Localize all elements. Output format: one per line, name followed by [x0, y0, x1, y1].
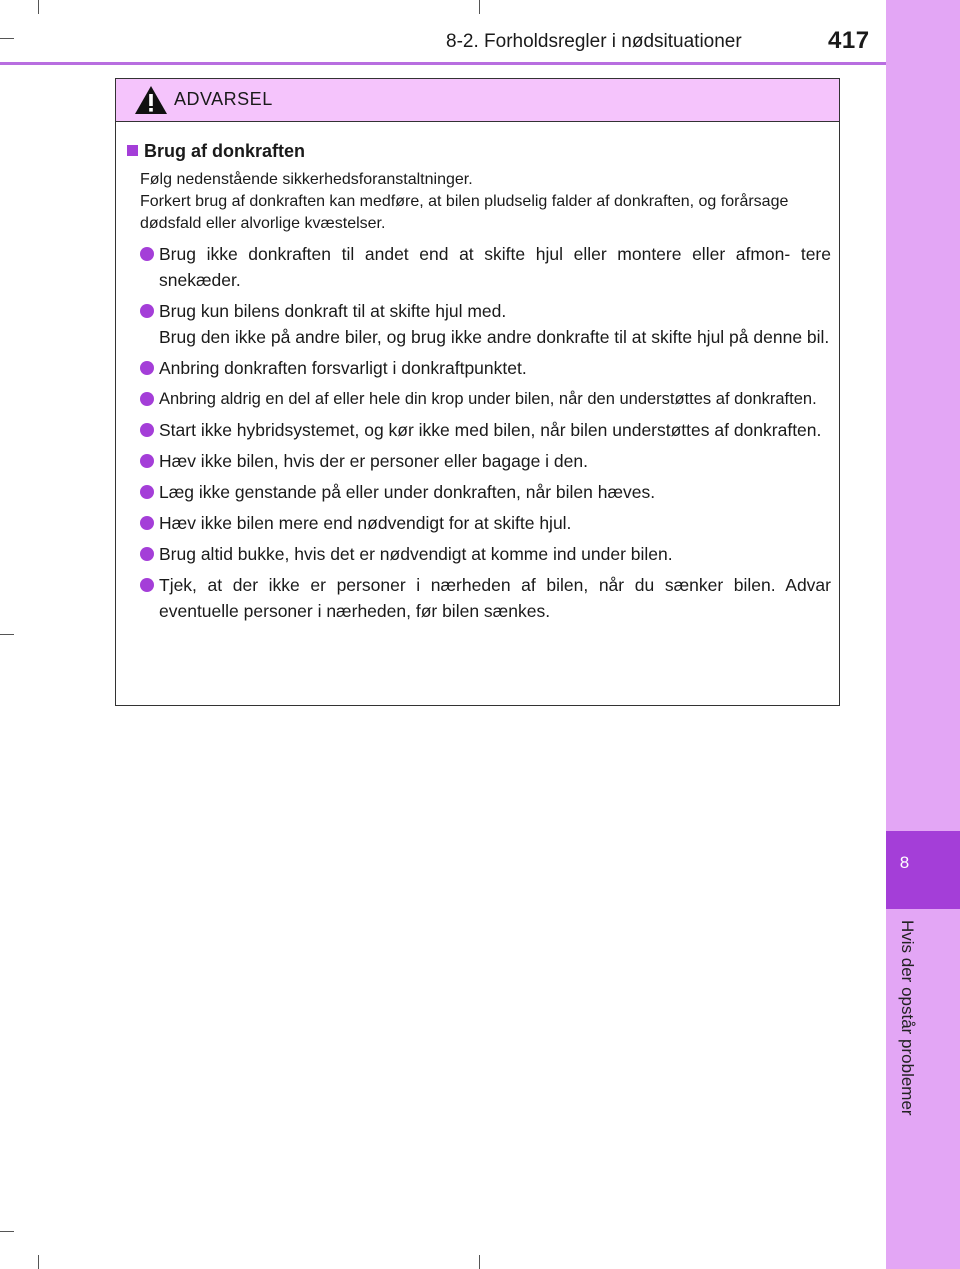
warning-triangle-icon	[133, 84, 169, 116]
crop-mark	[38, 0, 39, 14]
list-item-text: Anbring donkraften forsvarligt i donkraftpunktet.	[159, 358, 527, 378]
crop-mark	[38, 1255, 39, 1269]
chapter-label: Hvis der opstår problemer	[898, 920, 917, 1116]
chapter-number: 8	[899, 853, 910, 872]
list-item	[127, 541, 831, 567]
crop-mark	[479, 0, 480, 14]
bullet-dot-icon	[140, 578, 154, 592]
list-item	[127, 241, 831, 293]
warning-intro	[140, 169, 830, 235]
crop-mark	[479, 1255, 480, 1269]
bullet-dot-icon	[140, 485, 154, 499]
list-item-continuation: Brug den ikke på andre biler, og brug ikke andre donkrafte til at skifte hjul på denne bil.	[159, 327, 830, 347]
list-item	[127, 448, 831, 474]
list-item	[127, 298, 831, 350]
bullet-dot-icon	[140, 454, 154, 468]
bullet-dot-icon	[140, 516, 154, 530]
bullet-dot-icon	[140, 392, 154, 406]
bullet-list	[127, 241, 831, 629]
header-rule	[0, 62, 886, 65]
bullet-dot-icon	[140, 361, 154, 375]
list-item-text: Anbring aldrig en del af eller hele din krop under bilen, når den understøttes af donkraften.	[159, 390, 817, 408]
page-number: 417	[828, 27, 870, 54]
list-item-text: Hæv ikke bilen, hvis der er personer eller bagage i den.	[159, 451, 588, 471]
intro-line: Forkert brug af donkraften kan medføre, at bilen pludselig falder af donkraften, og forårsage dødsfald eller alvorlige kvæstelser.	[140, 193, 789, 232]
list-item-text: Start ikke hybridsystemet, og kør ikke med bilen, når bilen understøttes af donkraften.	[159, 420, 822, 440]
square-marker-icon	[127, 145, 138, 156]
list-item	[127, 479, 831, 505]
list-item	[127, 510, 831, 536]
crop-mark	[0, 1231, 14, 1232]
list-item-text: Hæv ikke bilen mere end nødvendigt for at skifte hjul.	[159, 513, 572, 533]
list-item	[127, 417, 831, 443]
list-item-text: Læg ikke genstande på eller under donkraften, når bilen hæves.	[159, 482, 656, 502]
list-item-text: Brug kun bilens donkraft til at skifte hjul med.	[159, 301, 507, 321]
warning-heading-text: Brug af donkraften	[144, 141, 306, 161]
list-item	[127, 572, 831, 624]
bullet-dot-icon	[140, 547, 154, 561]
warning-box	[115, 78, 840, 706]
warning-title: ADVARSEL	[174, 89, 273, 109]
bullet-dot-icon	[140, 247, 154, 261]
warning-heading	[127, 141, 305, 162]
list-item-text: Tjek, at der ikke er personer i nærheden af bilen, når du sænker bilen. Advar eventuelle personer i nærheden, før bilen sænkes.	[159, 575, 831, 621]
list-item	[127, 355, 831, 381]
list-item-text: Brug ikke donkraften til andet end at skifte hjul eller montere eller afmon- tere snekæder.	[159, 244, 831, 290]
bullet-dot-icon	[140, 304, 154, 318]
intro-line: Følg nedenstående sikkerhedsforanstaltninger.	[140, 171, 473, 188]
list-item	[127, 386, 831, 412]
section-title: 8-2. Forholdsregler i nødsituationer	[446, 31, 742, 52]
list-item-text: Brug altid bukke, hvis det er nødvendigt at komme ind under bilen.	[159, 544, 673, 564]
bullet-dot-icon	[140, 423, 154, 437]
crop-mark	[0, 634, 14, 635]
crop-mark	[0, 38, 14, 39]
warning-header	[116, 79, 839, 122]
